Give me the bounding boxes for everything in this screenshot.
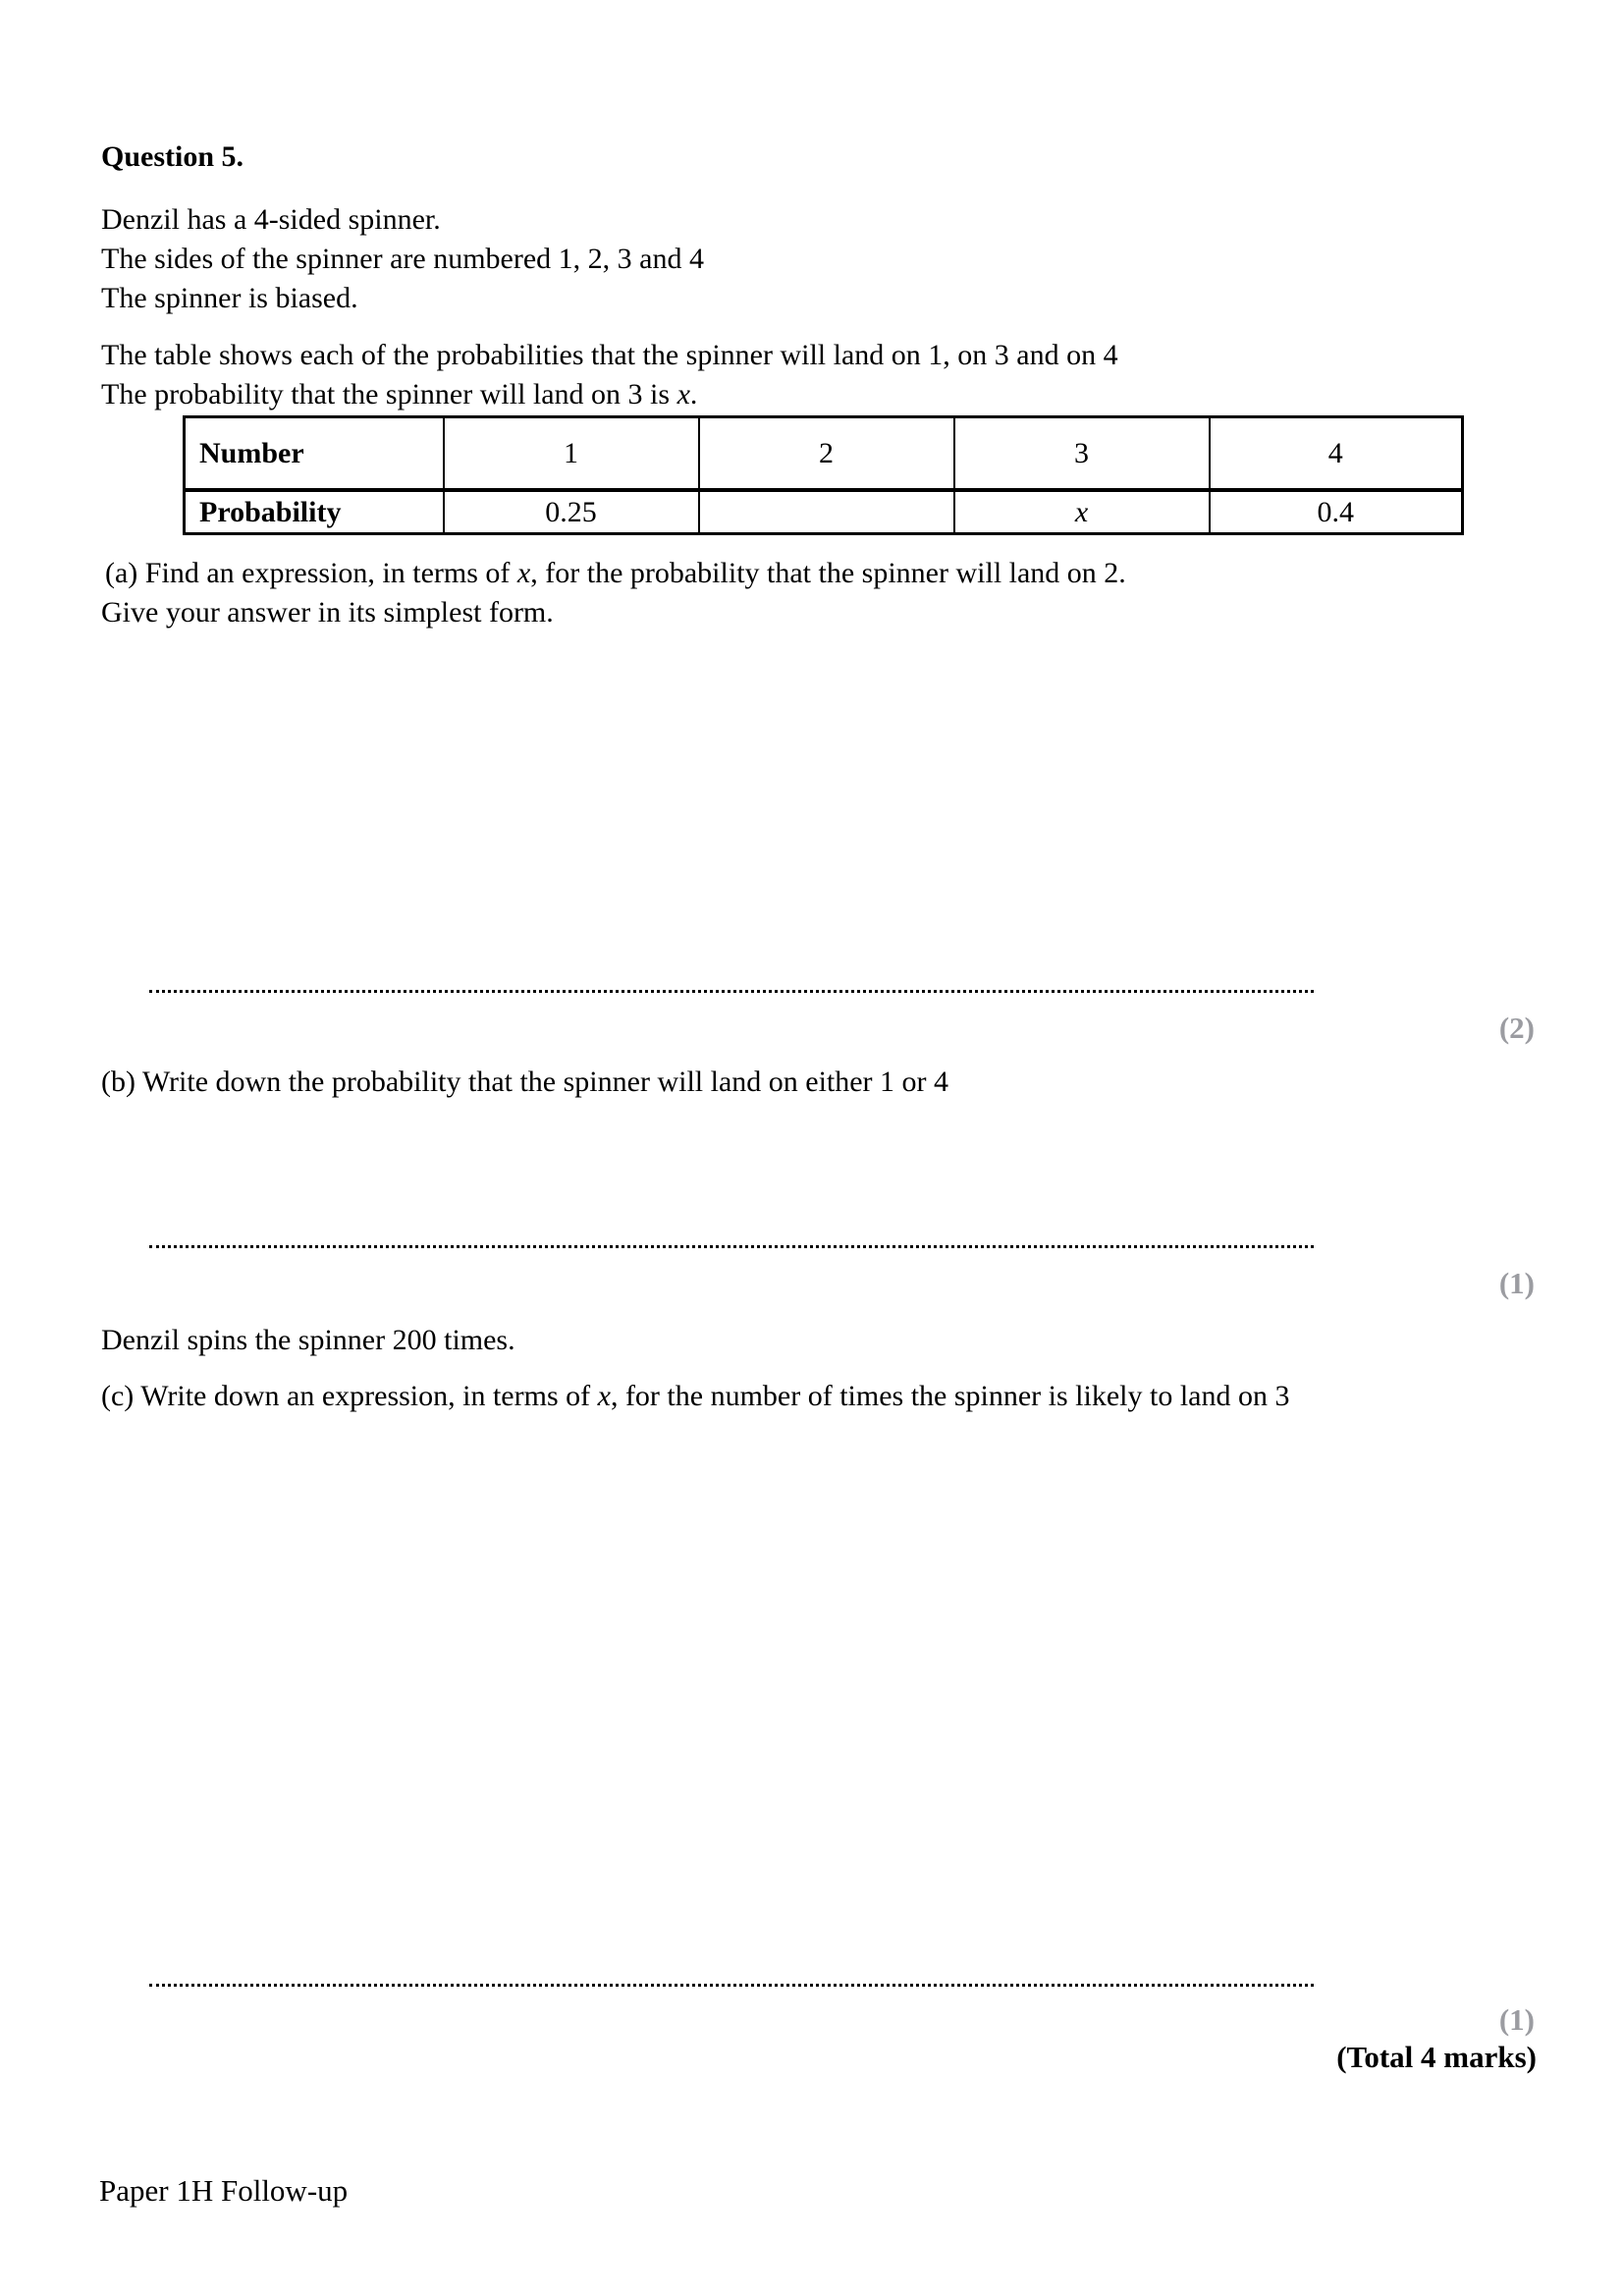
part-b-question: (b) Write down the probability that the spinner will land on either 1 or 4	[101, 1066, 949, 1098]
table-cell-prob-2	[699, 490, 954, 534]
part-c-question	[101, 1377, 1289, 1416]
answer-line-a	[149, 972, 1314, 993]
part-a-question	[105, 554, 1126, 593]
table-intro-line-2-var: x	[676, 378, 690, 410]
total-marks: (Total 4 marks)	[1336, 2040, 1537, 2074]
table-cell-number-3: 3	[954, 417, 1210, 491]
part-a-post: , for the probability that the spinner will land on 2.	[530, 557, 1126, 589]
answer-line-b	[149, 1228, 1314, 1248]
table-intro-line-1: The table shows each of the probabilities that the spinner will land on 1, on 3 and on 4	[101, 339, 1118, 371]
table-cell-prob-4: 0.4	[1210, 490, 1463, 534]
spins-statement: Denzil spins the spinner 200 times.	[101, 1324, 515, 1356]
part-c-post: , for the number of times the spinner is likely to land on 3	[610, 1380, 1290, 1412]
table-cell-number-1: 1	[444, 417, 699, 491]
table-header-number: Number	[185, 417, 444, 491]
part-a-pre: (a) Find an expression, in terms of	[105, 557, 517, 589]
table-intro-line-2-post: .	[689, 378, 698, 410]
table-intro-line-2-pre: The probability that the spinner will land on 3 is	[101, 378, 677, 410]
part-a-marks: (2)	[1498, 1011, 1535, 1045]
table-row-probability	[185, 490, 1463, 534]
table-cell-number-2: 2	[699, 417, 954, 491]
answer-line-c	[149, 1966, 1314, 1987]
probability-table	[183, 415, 1464, 535]
question-title: Question 5.	[101, 140, 244, 173]
table-intro-line-2	[101, 375, 697, 414]
table-cell-prob-3: x	[954, 490, 1210, 534]
part-c-marks: (1)	[1498, 2002, 1535, 2037]
table-header-probability: Probability	[185, 490, 444, 534]
part-c-pre: (c) Write down an expression, in terms of	[101, 1380, 598, 1412]
intro-line-1: Denzil has a 4-sided spinner.	[101, 203, 441, 236]
part-a-var: x	[516, 557, 531, 589]
table-cell-number-4: 4	[1210, 417, 1463, 491]
part-a-instruction: Give your answer in its simplest form.	[101, 596, 554, 629]
intro-line-3: The spinner is biased.	[101, 282, 358, 314]
page-footer: Paper 1H Follow-up	[99, 2173, 349, 2208]
part-c-var: x	[597, 1380, 611, 1412]
intro-line-2: The sides of the spinner are numbered 1, 2, 3 and 4	[101, 243, 704, 275]
table-row-number	[185, 417, 1463, 491]
table-cell-prob-1: 0.25	[444, 490, 699, 534]
part-b-marks: (1)	[1498, 1266, 1535, 1300]
